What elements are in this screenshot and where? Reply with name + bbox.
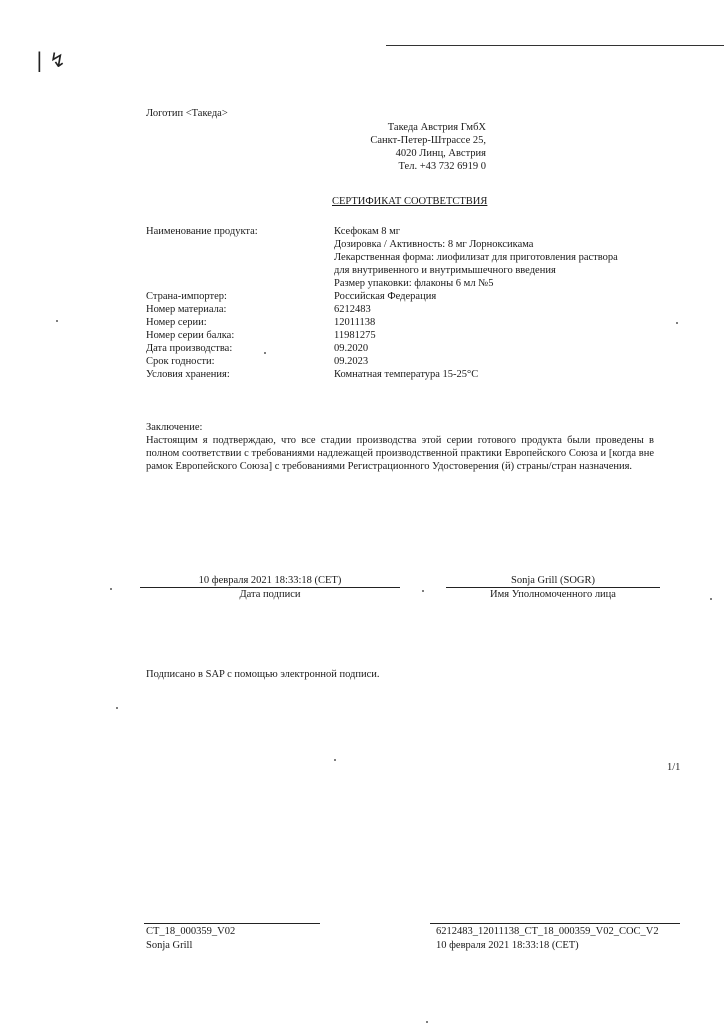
- footer-doc-id: CT_18_000359_V02: [146, 926, 236, 937]
- field-label: Дата производства:: [146, 343, 233, 354]
- sap-signature-note: Подписано в SAP с помощью электронной подписи.: [146, 669, 380, 680]
- product-label: Наименование продукта:: [146, 226, 258, 237]
- field-value: 6212483: [334, 304, 371, 315]
- scan-speck: [422, 590, 424, 592]
- field-value: Комнатная температура 15-25°C: [334, 369, 479, 380]
- field-value: 09.2020: [334, 343, 369, 354]
- scan-speck: [264, 352, 266, 354]
- product-package: Размер упаковки: флаконы 6 мл №5: [334, 278, 494, 289]
- product-dosage: Дозировка / Активность: 8 мг Лорноксикама: [334, 239, 534, 250]
- field-label: Условия хранения:: [146, 369, 230, 380]
- signature-name-value: Sonja Grill (SOGR): [511, 575, 595, 586]
- company-city: 4020 Линц, Австрия: [395, 148, 486, 159]
- product-form-cont: для внутривенного и внутримышечного введения: [334, 265, 556, 276]
- scan-speck: [710, 598, 712, 600]
- product-name: Ксефокам 8 мг: [334, 226, 401, 237]
- product-form: Лекарственная форма: лиофилизат для приготовления раствора: [334, 252, 618, 263]
- field-label: Номер серии:: [146, 317, 207, 328]
- footer-timestamp: 10 февраля 2021 18:33:18 (CET): [436, 940, 579, 951]
- field-label: Номер материала:: [146, 304, 227, 315]
- document-title: СЕРТИФИКАТ СООТВЕТСТВИЯ: [332, 196, 488, 207]
- footer-line-right: [430, 923, 680, 924]
- field-value: 11981275: [334, 330, 376, 341]
- field-label: Номер серии балка:: [146, 330, 235, 341]
- field-value: 12011138: [334, 317, 376, 328]
- top-scan-line: [386, 45, 724, 46]
- footer-signer: Sonja Grill: [146, 940, 193, 951]
- conclusion-text: Настоящим я подтверждаю, что все стадии производства этой серии готового продукта были проведены в полном соответствии с требованиями надлежащей производственной практики Европейского Союза и [когда вне рамок Европейского Союза] с требованиями Регистрационного Удостоверения (й) страны/стран назначения.: [146, 435, 654, 472]
- signature-date-value: 10 февраля 2021 18:33:18 (CET): [198, 575, 342, 586]
- scan-speck: [110, 588, 112, 590]
- logo-placeholder: Логотип <Такеда>: [146, 108, 228, 119]
- scan-speck: [116, 707, 118, 709]
- handwritten-mark: | ↯: [36, 48, 66, 72]
- field-value: 09.2023: [334, 356, 369, 367]
- scan-speck: [676, 322, 678, 324]
- field-label: Страна-импортер:: [146, 291, 227, 302]
- footer-file-id: 6212483_12011138_CT_18_000359_V02_COC_V2: [436, 926, 659, 937]
- signature-date-line: [140, 587, 400, 588]
- signature-name-line: [446, 587, 660, 588]
- page-number: 1/1: [667, 762, 681, 773]
- scan-speck: [334, 759, 336, 761]
- signature-name-label: Имя Уполномоченного лица: [490, 589, 616, 600]
- company-name: Такеда Австрия ГмбХ: [387, 122, 486, 133]
- field-value: Российская Федерация: [334, 291, 437, 302]
- scan-speck: [56, 320, 58, 322]
- footer-line-left: [144, 923, 320, 924]
- field-label: Срок годности:: [146, 356, 215, 367]
- scan-speck: [426, 1021, 428, 1023]
- company-phone: Тел. +43 732 6919 0: [398, 161, 486, 172]
- signature-date-label: Дата подписи: [239, 589, 301, 600]
- conclusion-heading: Заключение:: [146, 422, 203, 433]
- company-street: Санкт-Петер-Штрассе 25,: [370, 135, 486, 146]
